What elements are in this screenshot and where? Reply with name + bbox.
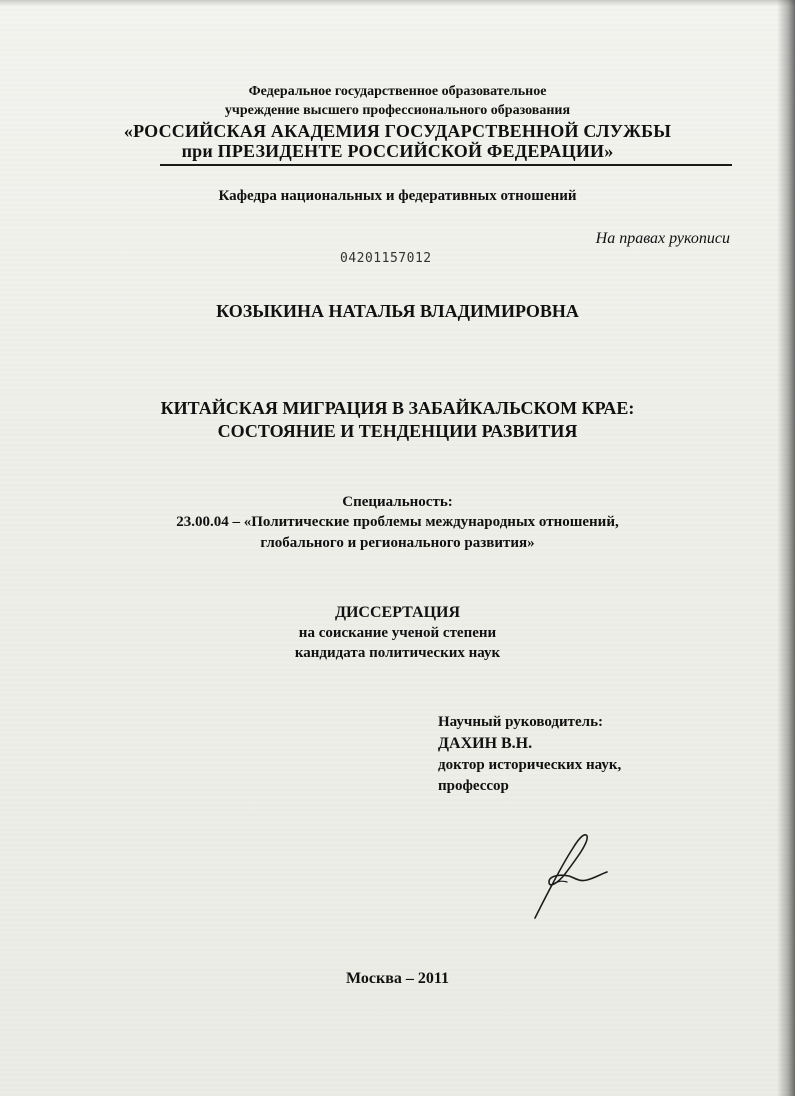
department: Кафедра национальных и федеративных отношений — [218, 188, 577, 204]
thesis-title-line-2: СОСТОЯНИЕ И ТЕНДЕНЦИИ РАЗВИТИЯ — [217, 421, 578, 441]
header-divider — [160, 164, 732, 166]
author-name: КОЗЫКИНА НАТАЛЬЯ ВЛАДИМИРОВНА — [216, 301, 579, 321]
scan-top-shadow — [0, 0, 795, 6]
supervisor-label: Научный руководитель: — [438, 714, 603, 730]
supervisor-degree: доктор исторических наук, — [438, 757, 622, 773]
supervisor-rank: профессор — [438, 778, 509, 794]
catalog-code: 04201157012 — [340, 251, 432, 266]
institution-name: «РОССИЙСКАЯ АКАДЕМИЯ ГОСУДАРСТВЕННОЙ СЛУЖБЫ — [123, 121, 672, 141]
supervisor-signature — [515, 828, 625, 928]
institution-line-2: учреждение высшего профессионального образования — [224, 103, 571, 118]
specialty-label: Специальность: — [342, 494, 453, 510]
supervisor-name: ДАХИН В.Н. — [438, 735, 533, 752]
city-year: Москва – 2011 — [346, 970, 449, 987]
specialty-line-1: 23.00.04 – «Политические проблемы международных отношений, — [176, 514, 619, 530]
thesis-title-line-1: КИТАЙСКАЯ МИГРАЦИЯ В ЗАБАЙКАЛЬСКОМ КРАЕ: — [160, 398, 635, 418]
dissertation-line-1: на соискание ученой степени — [298, 625, 497, 641]
dissertation-heading: ДИССЕРТАЦИЯ — [334, 604, 461, 621]
manuscript-note: На правах рукописи — [595, 230, 730, 247]
dissertation-line-2: кандидата политических наук — [294, 645, 501, 661]
specialty-line-2: глобального и регионального развития» — [260, 535, 535, 551]
institution-name-continued: при ПРЕЗИДЕНТЕ РОССИЙСКОЙ ФЕДЕРАЦИИ» — [181, 141, 614, 161]
institution-line-1: Федеральное государственное образовательное — [248, 84, 547, 99]
